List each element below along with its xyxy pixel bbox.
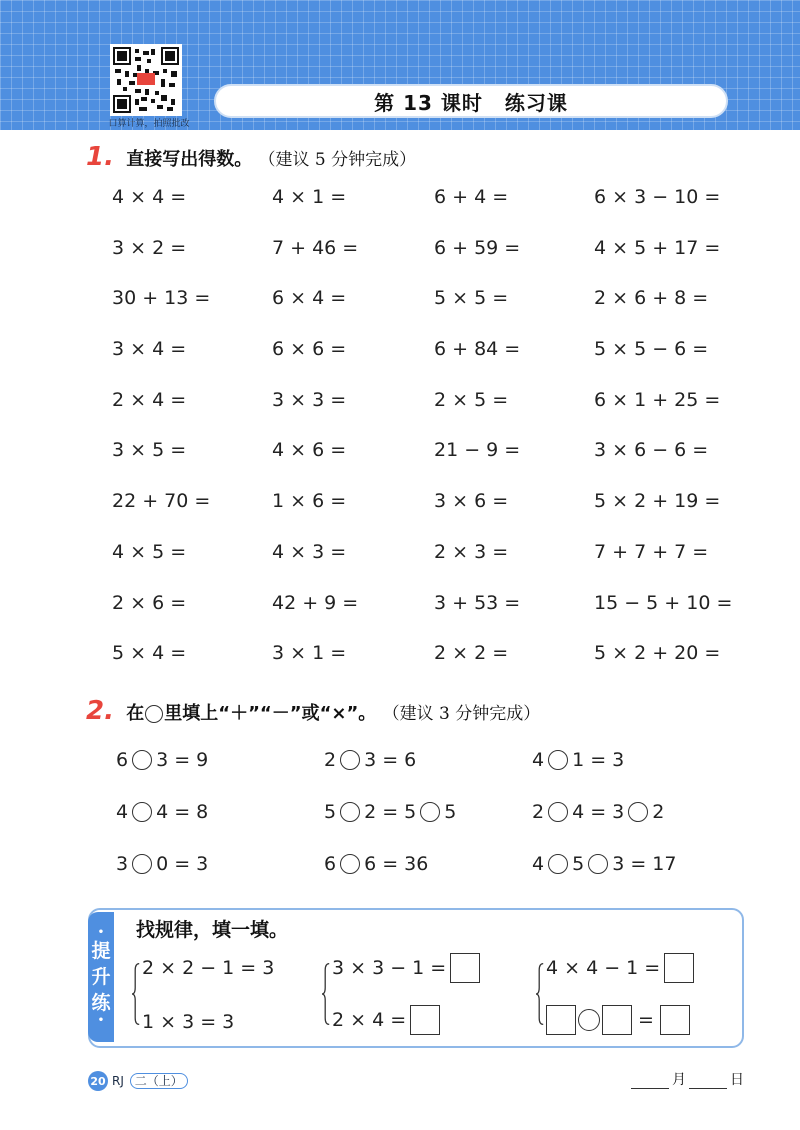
calc-problem: 30 + 13 =	[112, 287, 211, 310]
operator-blank[interactable]	[340, 802, 360, 822]
operator-blank[interactable]	[588, 854, 608, 874]
answer-box[interactable]	[410, 1005, 440, 1035]
operand: 3 = 17	[612, 853, 677, 875]
tab-dot: •	[97, 927, 105, 938]
operand: 6	[116, 749, 129, 771]
operand: 5	[324, 801, 337, 823]
calc-problem: 5 × 4 =	[112, 642, 187, 665]
tab-char: 升	[91, 966, 111, 988]
pattern-text: =	[638, 1009, 654, 1031]
operator-blank[interactable]	[548, 802, 568, 822]
operand: 4 = 8	[156, 801, 209, 823]
qr-code-icon	[113, 47, 179, 113]
operator-blank[interactable]	[132, 802, 152, 822]
operator-item	[324, 844, 532, 884]
calc-problem: 3 × 2 =	[112, 236, 187, 259]
operand: 4	[532, 749, 545, 771]
question-2-heading	[86, 696, 540, 726]
calc-problem: 4 × 1 =	[272, 186, 347, 208]
left-brace-icon	[536, 956, 544, 1032]
operator-item	[116, 740, 324, 780]
calc-problem: 2 × 2 =	[434, 642, 509, 665]
operator-fill-grid	[116, 740, 740, 896]
question-1-instruction: 直接写出得数。	[126, 149, 253, 170]
pattern-group-1	[132, 950, 332, 1040]
calc-problem: 2 × 3 =	[434, 540, 509, 563]
calc-problem: 2 × 6 =	[112, 591, 187, 614]
operator-blank[interactable]	[628, 802, 648, 822]
answer-box[interactable]	[602, 1005, 632, 1035]
calc-problem: 3 × 1 =	[272, 642, 347, 665]
calc-problem: 3 × 4 =	[112, 338, 187, 361]
operand: 1 = 3	[572, 749, 625, 771]
tab-char: 提	[91, 940, 111, 962]
question-2-instruction-b: 里填上“＋”“－”或“×”。	[164, 703, 377, 724]
qr-code[interactable]	[110, 44, 182, 116]
question-1-number: 1.	[86, 142, 114, 172]
answer-box[interactable]	[660, 1005, 690, 1035]
calc-problem: 15 − 5 + 10 =	[594, 591, 733, 614]
operator-item	[324, 740, 532, 780]
calc-problem: 22 + 70 =	[112, 490, 211, 513]
day-blank[interactable]	[689, 1072, 727, 1089]
operator-blank[interactable]	[340, 750, 360, 770]
oral-calculation-grid	[112, 186, 752, 693]
calc-problem: 7 + 7 + 7 =	[594, 540, 709, 563]
question-2-note: （建议 3 分钟完成）	[382, 704, 541, 724]
calc-problem: 6 + 59 =	[434, 236, 521, 259]
calc-problem: 4 × 3 =	[272, 540, 347, 563]
pattern-text: 2 × 4 =	[332, 1009, 407, 1031]
lesson-title-bar	[214, 84, 728, 118]
operator-item	[532, 844, 740, 884]
operator-blank[interactable]	[578, 1009, 600, 1031]
operand: 2	[324, 749, 337, 771]
calc-problem: 6 × 3 − 10 =	[594, 186, 721, 208]
calc-problem: 5 × 5 =	[434, 287, 509, 310]
pattern-line	[546, 1002, 690, 1038]
operand: 2	[532, 801, 545, 823]
operator-item	[324, 792, 532, 832]
extension-title: 找规律，填一填。	[136, 919, 289, 941]
operator-blank[interactable]	[548, 854, 568, 874]
calc-problem: 4 × 5 + 17 =	[594, 236, 721, 259]
operator-blank[interactable]	[420, 802, 440, 822]
operator-item	[116, 792, 324, 832]
operand: 6	[324, 853, 337, 875]
calc-problem: 3 + 53 =	[434, 591, 521, 614]
operator-circle-icon	[145, 705, 163, 723]
calc-problem: 6 × 1 + 25 =	[594, 388, 721, 411]
calc-problem: 2 × 5 =	[434, 388, 509, 411]
calc-problem: 2 × 6 + 8 =	[594, 287, 709, 310]
pattern-line: 2 × 2 − 1 = 3	[142, 957, 275, 979]
lesson-type: 练习课	[504, 90, 568, 115]
operand: 3 = 6	[364, 749, 417, 771]
pattern-line	[332, 950, 480, 986]
lesson-number: 第 13 课时	[374, 90, 483, 115]
operand: 5	[444, 801, 457, 823]
header-banner	[0, 0, 800, 130]
pattern-text: 3 × 3 − 1 =	[332, 957, 447, 979]
month-label: 月	[672, 1072, 686, 1088]
qr-caption: 口算计算，拍照批改	[108, 119, 190, 129]
calc-problem: 4 × 4 =	[112, 186, 187, 208]
operand: 0 = 3	[156, 853, 209, 875]
calc-problem: 4 × 5 =	[112, 540, 187, 563]
operand: 2	[652, 801, 665, 823]
date-field	[628, 1069, 744, 1089]
pattern-text: 4 × 4 − 1 =	[546, 957, 661, 979]
calc-problem: 3 × 6 − 6 =	[594, 439, 709, 462]
answer-box[interactable]	[664, 953, 694, 983]
operand: 2 = 5	[364, 801, 417, 823]
operator-blank[interactable]	[132, 750, 152, 770]
answer-box[interactable]	[546, 1005, 576, 1035]
calc-problem: 6 + 4 =	[434, 186, 509, 208]
calc-problem: 2 × 4 =	[112, 388, 187, 411]
tab-char: 练	[91, 992, 111, 1014]
pattern-line: 1 × 3 = 3	[142, 1011, 235, 1033]
operand: 5	[572, 853, 585, 875]
calc-problem: 4 × 6 =	[272, 439, 347, 462]
calc-problem: 3 × 3 =	[272, 388, 347, 411]
operator-blank[interactable]	[340, 854, 360, 874]
operand: 3 = 9	[156, 749, 209, 771]
operator-item	[532, 740, 740, 780]
operand: 4	[116, 801, 129, 823]
calc-problem: 21 − 9 =	[434, 439, 521, 462]
pattern-group-2	[322, 950, 522, 1040]
operator-blank[interactable]	[548, 750, 568, 770]
calc-problem: 3 × 6 =	[434, 490, 509, 513]
operand: 6 = 36	[364, 853, 429, 875]
calc-problem: 1 × 6 =	[272, 490, 347, 513]
left-brace-icon	[132, 956, 140, 1032]
day-label: 日	[730, 1072, 744, 1088]
question-2-instruction-a: 在	[126, 703, 145, 724]
calc-problem: 7 + 46 =	[272, 236, 359, 259]
pattern-line	[546, 950, 694, 986]
answer-box[interactable]	[450, 953, 480, 983]
question-2-number: 2.	[86, 696, 114, 726]
calc-problem: 5 × 5 − 6 =	[594, 338, 709, 361]
pattern-group-3	[536, 950, 736, 1040]
month-blank[interactable]	[631, 1072, 669, 1089]
left-brace-icon	[322, 956, 330, 1032]
question-1-heading	[86, 142, 416, 172]
operand: 3	[116, 853, 129, 875]
tab-dot: •	[97, 1015, 105, 1026]
operator-item	[116, 844, 324, 884]
calc-problem: 6 × 6 =	[272, 338, 347, 361]
extension-tab	[88, 912, 114, 1042]
operator-blank[interactable]	[132, 854, 152, 874]
calc-problem: 3 × 5 =	[112, 439, 187, 462]
question-1-note: （建议 5 分钟完成）	[258, 150, 417, 170]
calc-problem: 6 × 4 =	[272, 287, 347, 310]
calc-problem: 6 + 84 =	[434, 338, 521, 361]
operand: 4 = 3	[572, 801, 625, 823]
calc-problem: 42 + 9 =	[272, 591, 359, 614]
calc-problem: 5 × 2 + 19 =	[594, 490, 721, 513]
page-number: 20	[88, 1071, 108, 1091]
grade-tag: 二（上）	[130, 1073, 188, 1089]
grade-label	[112, 1072, 188, 1089]
calc-problem: 5 × 2 + 20 =	[594, 642, 721, 665]
operator-item	[532, 792, 740, 832]
edition-code: RJ	[112, 1074, 124, 1088]
pattern-line	[332, 1002, 440, 1038]
operand: 4	[532, 853, 545, 875]
